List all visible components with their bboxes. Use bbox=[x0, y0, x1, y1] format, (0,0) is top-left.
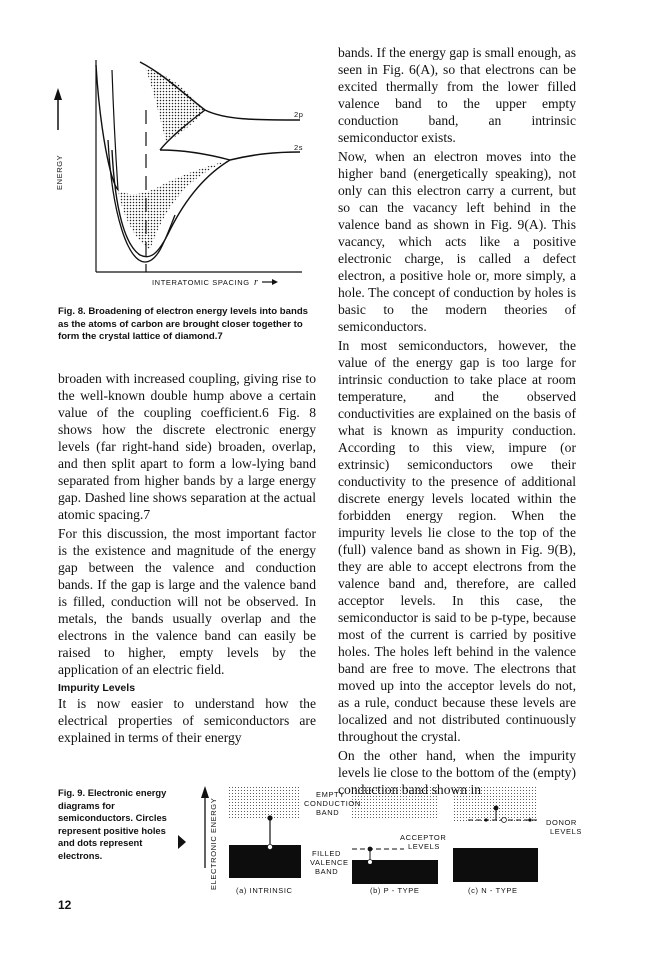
fig9c-valence-band bbox=[453, 848, 538, 882]
fig9b-hole bbox=[368, 860, 373, 865]
fig9-acceptor-line1: ACCEPTOR bbox=[400, 833, 447, 842]
fig9-diagram bbox=[201, 786, 538, 884]
right-column bbox=[338, 44, 576, 800]
fig9-pointer-arrow bbox=[178, 835, 186, 849]
fig8-y-axis-label: ENERGY bbox=[55, 154, 64, 190]
fig8-diagram bbox=[54, 60, 302, 272]
fig8-x-axis-symbol: r bbox=[254, 277, 258, 288]
fig9-empty-band-line3: BAND bbox=[316, 808, 340, 817]
fig8-upper-band bbox=[145, 68, 205, 142]
left-column bbox=[58, 370, 316, 748]
fig9-panel-b: (b) P - TYPE bbox=[370, 886, 420, 895]
fig9b-acceptor-electron bbox=[368, 847, 373, 852]
fig8-lower-band bbox=[118, 160, 230, 250]
fig9a-electron bbox=[267, 815, 272, 820]
fig9b-valence-band bbox=[352, 860, 438, 884]
fig9c-donor-electron bbox=[494, 806, 499, 811]
page-number: 12 bbox=[58, 898, 72, 912]
fig8-level-2p: 2p bbox=[294, 110, 304, 119]
fig8-x-axis-label: INTERATOMIC SPACING bbox=[152, 278, 250, 287]
fig9c-donor-hole bbox=[502, 818, 507, 823]
fig9-panel-a: (a) INTRINSIC bbox=[236, 886, 293, 895]
fig8-caption: Fig. 8. Broadening of electron energy levels into bands as the atoms of carbon are brought closer together to form the crystal lattice of diamond.7 bbox=[58, 306, 309, 342]
fig9-acceptor-line2: LEVELS bbox=[408, 842, 440, 851]
fig9a-conduction-band bbox=[229, 787, 301, 819]
fig9-empty-band-line1: EMPTY bbox=[316, 790, 345, 799]
fig9-donor-line1: DONOR bbox=[546, 818, 577, 827]
fig8-level-2s: 2s bbox=[294, 143, 304, 152]
fig9-empty-band-line2: CONDUCTION bbox=[304, 799, 361, 808]
fig9-y-axis-label: ELECTRONIC ENERGY bbox=[209, 797, 218, 890]
left-paragraph-2: For this discussion, the most important factor is the existence and magnitude of the energy gap between the valence and conduction bands. If the gap is large and the valence band is filled, conduction will not be observed. In metals, the bands usually overlap and the electrons in the valence band can easily be raised to higher, empty levels by the application of an electric field. bbox=[58, 526, 316, 677]
right-paragraph-4: On the other hand, when the impurity levels lie close to the bottom of the (empty) conduction band shown in bbox=[338, 748, 576, 797]
fig8-y-arrow-head bbox=[54, 88, 62, 100]
right-paragraph-1: bands. If the energy gap is small enough, as seen in Fig. 6(A), so that electrons can be excited thermally from the lower filled valence band to the upper empty conduction band, an intrinsic semiconductor exists. bbox=[338, 45, 576, 145]
left-paragraph-3: It is now easier to understand how the electrical properties of semiconductors are explained in terms of their energy bbox=[58, 696, 316, 745]
section-heading-impurity-levels: Impurity Levels bbox=[58, 682, 136, 694]
left-paragraph-1: broaden with increased coupling, giving rise to the well-known double hump above a certain value of the coupling coefficient.6 Fig. 8 shows how the discrete electronic energy levels (far right-hand side) broaden, overlap, and then split apart to form a low-lying band separated from higher bands by a large energy gap. Dashed line shows separation at the actual atomic spacing.7 bbox=[58, 371, 316, 522]
fig9-filled-band-line1: FILLED bbox=[312, 849, 342, 858]
fig9a-hole bbox=[267, 844, 272, 849]
right-paragraph-2: Now, when an electron moves into the higher band (energetically speaking), not only can this electron carry a current, but so can the vacancy left behind in the valence band as shown in Fig. 9(A). This vacancy, which acts like a positive electronic charge, is called a defect electron, a positive hole or, more simply, a hole. The concept of conduction by holes is basic to the modern theories of semiconductors. bbox=[338, 149, 576, 334]
fig9-caption: Fig. 9. Electronic energy diagrams for semiconductors. Circles represent positive holes and dots represent electrons. bbox=[58, 787, 167, 861]
fig9-panel-c: (c) N - TYPE bbox=[468, 886, 518, 895]
fig9-filled-band-line3: BAND bbox=[315, 867, 339, 876]
right-paragraph-3: In most semiconductors, however, the value of the energy gap is too large for intrinsic conduction to take place at room temperature, and the observed conductivities are explained on the basis of what is known as impurity conduction. According to this view, impure (or extrinsic) semiconductors owe their conductivity to the presence of additional discrete energy levels located within the forbidden energy region. When the impurity levels lie close to the top of the (full) valence band as shown in Fig. 9(B), they are able to accept electrons from the valence band and, therefore, are called acceptor levels. In this case, the semiconductor is said to be p-type, because most of the current is carried by positive holes. The holes left behind in the valence band are free to move. The electrons that moved up into the acceptor levels do not, as a rule, conduct because these levels are localized and not distributed continuously throughout the crystal. bbox=[338, 338, 576, 744]
fig9-filled-band-line2: VALENCE bbox=[310, 858, 349, 867]
fig9a-valence-band bbox=[229, 845, 301, 878]
fig8-curve-mid bbox=[160, 150, 230, 160]
fig9-donor-line2: LEVELS bbox=[550, 827, 582, 836]
fig8-curve-2s bbox=[230, 152, 300, 160]
